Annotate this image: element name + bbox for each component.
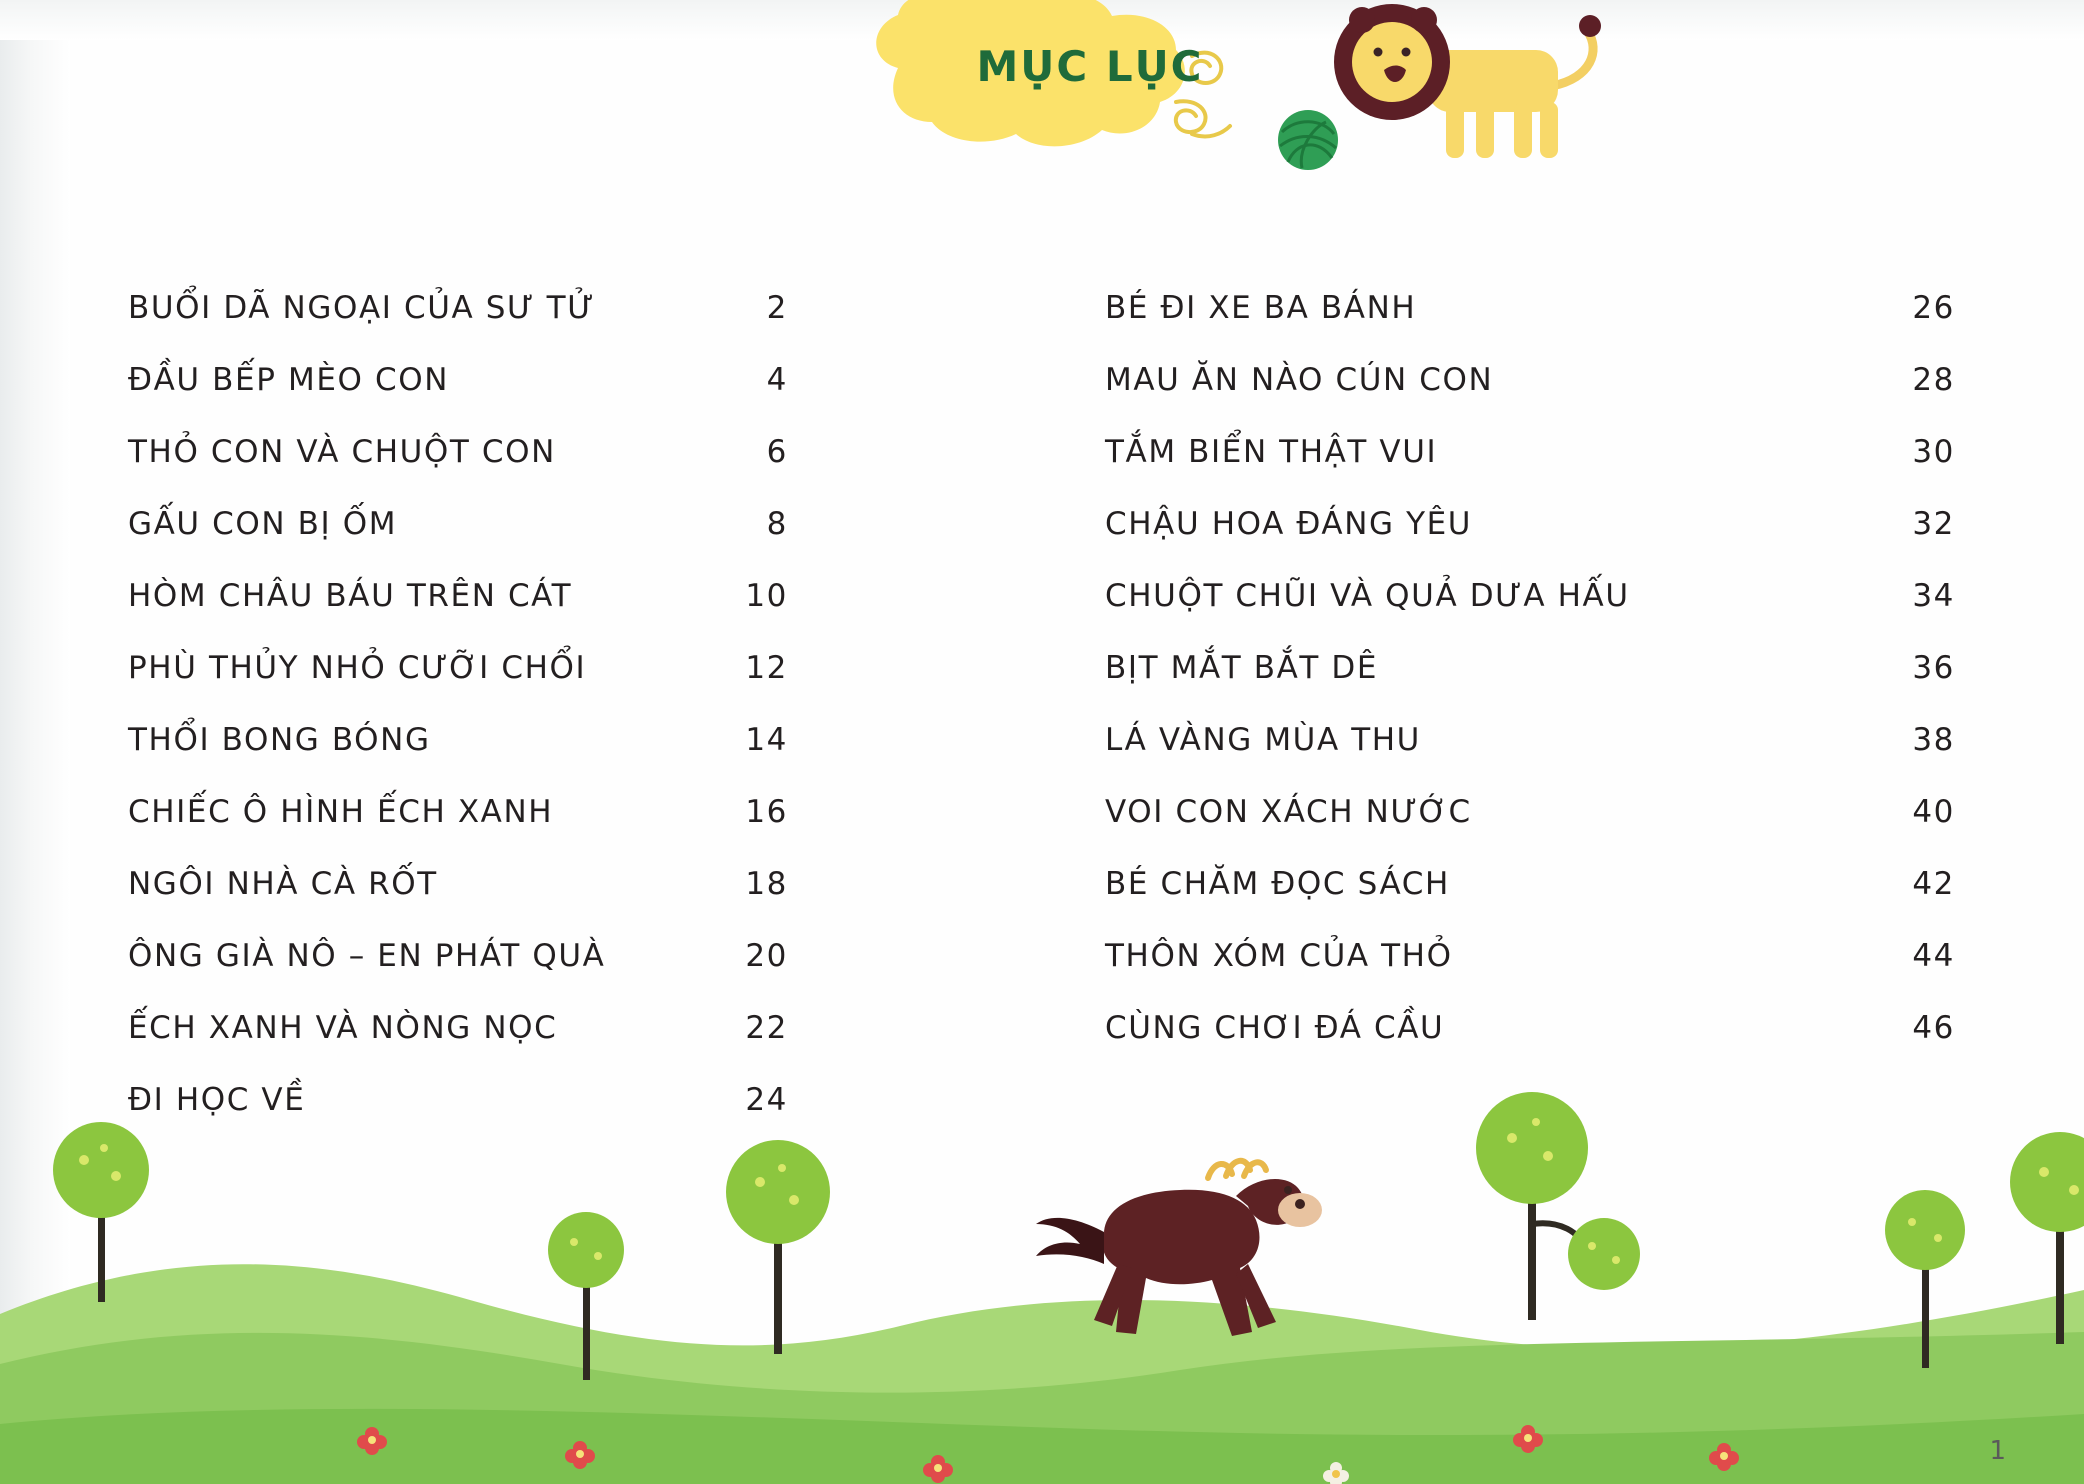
toc-entry-title: CHẬU HOA ĐÁNG YÊU <box>1105 506 1473 542</box>
toc-leader-dots <box>603 317 728 318</box>
toc-leader-dots <box>1452 1037 1895 1038</box>
toc-entry-page: 46 <box>1912 1010 1955 1046</box>
toc-leader-dots <box>1445 461 1895 462</box>
page-header <box>0 0 2084 200</box>
toc-entry-page: 10 <box>745 578 788 614</box>
toc-entry[interactable] <box>1105 290 1955 362</box>
lion-illustration-icon <box>1300 0 1640 190</box>
toc-entry-title: CÙNG CHƠI ĐÁ CẦU <box>1105 1010 1445 1046</box>
toc-leader-dots <box>405 533 728 534</box>
toc-leader-dots <box>446 893 728 894</box>
toc-leader-dots <box>1458 893 1895 894</box>
toc-entry-page: 20 <box>745 938 788 974</box>
bottom-scenery-illustration <box>0 1064 2084 1484</box>
toc-entry-title: LÁ VÀNG MÙA THU <box>1105 722 1421 758</box>
toc-entry[interactable] <box>1105 434 1955 506</box>
toc-entry[interactable] <box>128 506 788 578</box>
toc-entry-title: CHUỘT CHŨI VÀ QUẢ DƯA HẤU <box>1105 578 1630 614</box>
toc-leader-dots <box>594 677 728 678</box>
toc-entry-title: THÔN XÓM CỦA THỎ <box>1105 938 1453 974</box>
toc-leader-dots <box>1501 389 1895 390</box>
toc-entry[interactable] <box>1105 578 1955 650</box>
toc-entry-page: 26 <box>1912 290 1955 326</box>
toc-entry-page: 2 <box>766 290 788 326</box>
toc-entry[interactable] <box>128 434 788 506</box>
toc-entry[interactable] <box>128 866 788 938</box>
toc-leader-dots <box>565 1037 728 1038</box>
toc-entry[interactable] <box>128 362 788 434</box>
toc-entry-title: GẤU CON BỊ ỐM <box>128 506 398 542</box>
toc-leader-dots <box>564 461 728 462</box>
toc-entry-title: ĐI HỌC VỀ <box>128 1082 306 1118</box>
toc-entry[interactable] <box>1105 938 1955 1010</box>
toc-entry-page: 34 <box>1912 578 1955 614</box>
table-of-contents <box>0 290 2084 1154</box>
toc-entry[interactable] <box>1105 362 1955 434</box>
toc-entry-page: 4 <box>766 362 788 398</box>
toc-leader-dots <box>1461 965 1895 966</box>
toc-entry[interactable] <box>1105 506 1955 578</box>
toc-entry-title: BUỔI DÃ NGOẠI CỦA SƯ TỬ <box>128 290 596 326</box>
toc-entry-title: THỔI BONG BÓNG <box>128 722 431 758</box>
toc-entry-page: 38 <box>1912 722 1955 758</box>
toc-entry-page: 16 <box>745 794 788 830</box>
toc-column-right <box>1105 290 2005 1082</box>
toc-entry-title: HÒM CHÂU BÁU TRÊN CÁT <box>128 578 573 614</box>
toc-entry[interactable] <box>1105 650 1955 722</box>
toc-leader-dots <box>1429 749 1895 750</box>
toc-entry-page: 40 <box>1912 794 1955 830</box>
toc-entry-page: 22 <box>745 1010 788 1046</box>
toc-entry-title: MAU ĂN NÀO CÚN CON <box>1105 362 1494 398</box>
toc-leader-dots <box>439 749 728 750</box>
toc-entry-title: BỊT MẮT BẮT DÊ <box>1105 650 1379 686</box>
page-number: 1 <box>1989 1436 2006 1466</box>
toc-entry[interactable] <box>128 722 788 794</box>
toc-entry-title: THỎ CON VÀ CHUỘT CON <box>128 434 556 470</box>
toc-entry-page: 36 <box>1912 650 1955 686</box>
toc-entry[interactable] <box>128 290 788 362</box>
toc-column-left <box>128 290 1008 1154</box>
toc-entry-title: NGÔI NHÀ CÀ RỐT <box>128 866 438 902</box>
toc-entry[interactable] <box>128 794 788 866</box>
toc-entry-page: 32 <box>1912 506 1955 542</box>
toc-entry[interactable] <box>1105 794 1955 866</box>
toc-entry-page: 8 <box>766 506 788 542</box>
toc-entry-page: 24 <box>745 1082 788 1118</box>
toc-leader-dots <box>1480 821 1895 822</box>
toc-entry[interactable] <box>128 578 788 650</box>
toc-entry[interactable] <box>1105 722 1955 794</box>
toc-leader-dots <box>580 605 728 606</box>
toc-leader-dots <box>1424 317 1895 318</box>
page-title: MỤC LỤC <box>976 42 1204 91</box>
toc-entry-title: BÉ ĐI XE BA BÁNH <box>1105 290 1417 326</box>
toc-leader-dots <box>1386 677 1895 678</box>
toc-entry-title: BÉ CHĂM ĐỌC SÁCH <box>1105 866 1450 902</box>
toc-entry-page: 28 <box>1912 362 1955 398</box>
toc-leader-dots <box>457 389 728 390</box>
toc-entry-title: ĐẦU BẾP MÈO CON <box>128 362 449 398</box>
toc-entry[interactable] <box>1105 866 1955 938</box>
toc-entry-title: PHÙ THỦY NHỎ CƯỠI CHỔI <box>128 650 587 686</box>
toc-entry-title: CHIẾC Ô HÌNH ẾCH XANH <box>128 794 554 830</box>
toc-entry-page: 42 <box>1912 866 1955 902</box>
toc-entry[interactable] <box>128 650 788 722</box>
toc-entry-title: ẾCH XANH VÀ NÒNG NỌC <box>128 1010 558 1046</box>
toc-leader-dots <box>1638 605 1895 606</box>
toc-entry-page: 44 <box>1912 938 1955 974</box>
toc-entry-page: 30 <box>1912 434 1955 470</box>
toc-leader-dots <box>561 821 728 822</box>
toc-entry-title: ÔNG GIÀ NÔ – EN PHÁT QUÀ <box>128 938 606 974</box>
toc-entry-title: TẮM BIỂN THẬT VUI <box>1105 434 1438 470</box>
toc-entry-page: 18 <box>745 866 788 902</box>
toc-leader-dots <box>1480 533 1895 534</box>
toc-entry-title: VOI CON XÁCH NƯỚC <box>1105 794 1472 830</box>
toc-entry-page: 6 <box>766 434 788 470</box>
toc-entry-page: 12 <box>745 650 788 686</box>
toc-entry-page: 14 <box>745 722 788 758</box>
toc-leader-dots <box>613 965 728 966</box>
toc-entry[interactable] <box>128 938 788 1010</box>
